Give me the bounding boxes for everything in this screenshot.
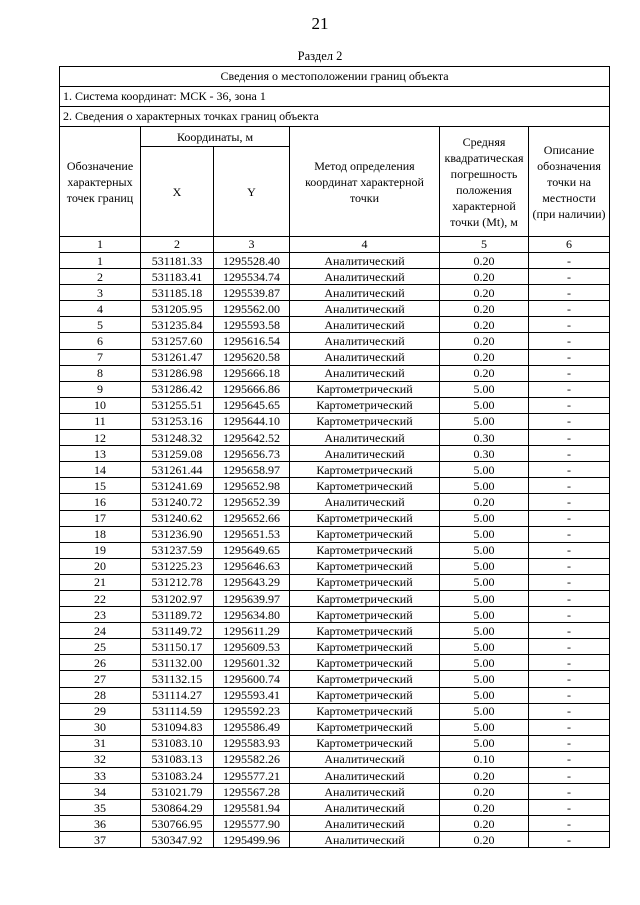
method-cell: Аналитический [290, 317, 440, 333]
table-row [60, 607, 610, 623]
x-coordinate-cell: 531261.47 [141, 349, 214, 365]
x-coordinate-cell: 531181.33 [141, 253, 214, 269]
x-coordinate-cell: 531150.17 [141, 639, 214, 655]
description-cell: - [529, 430, 610, 446]
table-row [60, 687, 610, 703]
y-coordinate-cell: 1295601.32 [214, 655, 290, 671]
method-cell: Картометрический [290, 719, 440, 735]
description-cell: - [529, 784, 610, 800]
y-coordinate-cell: 1295577.21 [214, 768, 290, 784]
method-cell: Аналитический [290, 751, 440, 767]
x-coordinate-cell: 531236.90 [141, 526, 214, 542]
error-cell: 5.00 [440, 655, 529, 671]
point-number-cell: 6 [60, 333, 141, 349]
table-row [60, 526, 610, 542]
x-coordinate-cell: 531132.15 [141, 671, 214, 687]
error-cell: 5.00 [440, 413, 529, 429]
x-coordinate-cell: 531083.10 [141, 735, 214, 751]
x-coordinate-cell: 531132.00 [141, 655, 214, 671]
description-cell: - [529, 349, 610, 365]
error-cell: 0.30 [440, 430, 529, 446]
point-number-cell: 21 [60, 574, 141, 590]
x-coordinate-cell: 531205.95 [141, 301, 214, 317]
x-coordinate-cell: 531114.27 [141, 687, 214, 703]
table-row [60, 832, 610, 848]
point-number-cell: 26 [60, 655, 141, 671]
y-coordinate-cell: 1295577.90 [214, 816, 290, 832]
y-coordinate-cell: 1295534.74 [214, 269, 290, 285]
y-coordinate-cell: 1295609.53 [214, 639, 290, 655]
y-coordinate-cell: 1295666.86 [214, 381, 290, 397]
method-cell: Картометрический [290, 703, 440, 719]
method-cell: Картометрический [290, 542, 440, 558]
description-cell: - [529, 542, 610, 558]
x-coordinate-cell: 531185.18 [141, 285, 214, 301]
error-cell: 5.00 [440, 462, 529, 478]
error-cell: 5.00 [440, 671, 529, 687]
y-coordinate-cell: 1295651.53 [214, 526, 290, 542]
error-cell: 5.00 [440, 719, 529, 735]
point-number-cell: 32 [60, 751, 141, 767]
point-number-cell: 11 [60, 413, 141, 429]
error-cell: 5.00 [440, 478, 529, 494]
y-coordinate-cell: 1295645.65 [214, 397, 290, 413]
method-cell: Картометрический [290, 607, 440, 623]
description-cell: - [529, 413, 610, 429]
description-cell: - [529, 494, 610, 510]
table-row [60, 558, 610, 574]
error-cell: 5.00 [440, 639, 529, 655]
y-coordinate-cell: 1295593.41 [214, 687, 290, 703]
header-y: Y [214, 147, 290, 237]
description-cell: - [529, 462, 610, 478]
description-cell: - [529, 590, 610, 606]
x-coordinate-cell: 531240.72 [141, 494, 214, 510]
x-coordinate-cell: 530347.92 [141, 832, 214, 848]
error-cell: 5.00 [440, 510, 529, 526]
error-cell: 0.20 [440, 317, 529, 333]
point-number-cell: 15 [60, 478, 141, 494]
description-cell: - [529, 285, 610, 301]
y-coordinate-cell: 1295652.39 [214, 494, 290, 510]
column-number: 4 [290, 237, 440, 253]
x-coordinate-cell: 531021.79 [141, 784, 214, 800]
table-row [60, 285, 610, 301]
x-coordinate-cell: 531094.83 [141, 719, 214, 735]
point-number-cell: 13 [60, 446, 141, 462]
method-cell: Аналитический [290, 446, 440, 462]
error-cell: 5.00 [440, 397, 529, 413]
method-cell: Аналитический [290, 816, 440, 832]
error-cell: 0.10 [440, 751, 529, 767]
page-number: 21 [311, 14, 329, 33]
point-number-cell: 36 [60, 816, 141, 832]
x-coordinate-cell: 531261.44 [141, 462, 214, 478]
x-coordinate-cell: 531083.24 [141, 768, 214, 784]
method-cell: Картометрический [290, 639, 440, 655]
point-number-cell: 22 [60, 590, 141, 606]
point-number-cell: 34 [60, 784, 141, 800]
x-coordinate-cell: 531202.97 [141, 590, 214, 606]
table-row [60, 800, 610, 816]
method-cell: Картометрический [290, 687, 440, 703]
method-cell: Картометрический [290, 462, 440, 478]
error-cell: 0.30 [440, 446, 529, 462]
description-cell: - [529, 269, 610, 285]
y-coordinate-cell: 1295634.80 [214, 607, 290, 623]
point-number-cell: 1 [60, 253, 141, 269]
description-cell: - [529, 768, 610, 784]
description-cell: - [529, 703, 610, 719]
error-cell: 0.20 [440, 832, 529, 848]
x-coordinate-cell: 530864.29 [141, 800, 214, 816]
method-cell: Аналитический [290, 365, 440, 381]
y-coordinate-cell: 1295652.66 [214, 510, 290, 526]
error-cell: 0.20 [440, 301, 529, 317]
point-number-cell: 35 [60, 800, 141, 816]
table-row [60, 397, 610, 413]
table-row [60, 784, 610, 800]
x-coordinate-cell: 531237.59 [141, 542, 214, 558]
method-cell: Картометрический [290, 558, 440, 574]
table-row [60, 542, 610, 558]
point-number-cell: 16 [60, 494, 141, 510]
error-cell: 5.00 [440, 703, 529, 719]
table-row [60, 671, 610, 687]
error-cell: 5.00 [440, 687, 529, 703]
error-cell: 0.20 [440, 784, 529, 800]
y-coordinate-cell: 1295539.87 [214, 285, 290, 301]
column-number: 2 [141, 237, 214, 253]
table-row [60, 574, 610, 590]
description-cell: - [529, 655, 610, 671]
description-cell: - [529, 317, 610, 333]
x-coordinate-cell: 531248.32 [141, 430, 214, 446]
description-cell: - [529, 607, 610, 623]
method-cell: Картометрический [290, 671, 440, 687]
error-cell: 0.20 [440, 253, 529, 269]
x-coordinate-cell: 531241.69 [141, 478, 214, 494]
point-number-cell: 4 [60, 301, 141, 317]
point-number-cell: 29 [60, 703, 141, 719]
y-coordinate-cell: 1295656.73 [214, 446, 290, 462]
method-cell: Аналитический [290, 784, 440, 800]
table-body [60, 253, 610, 848]
table-row [60, 317, 610, 333]
y-coordinate-cell: 1295499.96 [214, 832, 290, 848]
description-cell: - [529, 671, 610, 687]
table-row [60, 413, 610, 429]
method-cell: Аналитический [290, 832, 440, 848]
y-coordinate-cell: 1295616.54 [214, 333, 290, 349]
table-row [60, 365, 610, 381]
x-coordinate-cell: 531255.51 [141, 397, 214, 413]
description-cell: - [529, 365, 610, 381]
point-number-cell: 28 [60, 687, 141, 703]
table-row [60, 301, 610, 317]
error-cell: 0.20 [440, 365, 529, 381]
description-cell: - [529, 735, 610, 751]
table-row [60, 768, 610, 784]
error-cell: 5.00 [440, 623, 529, 639]
y-coordinate-cell: 1295658.97 [214, 462, 290, 478]
error-cell: 0.20 [440, 333, 529, 349]
method-cell: Картометрический [290, 590, 440, 606]
x-coordinate-cell: 531183.41 [141, 269, 214, 285]
y-coordinate-cell: 1295649.65 [214, 542, 290, 558]
point-number-cell: 14 [60, 462, 141, 478]
table-row [60, 590, 610, 606]
header-x: X [141, 147, 214, 237]
point-number-cell: 2 [60, 269, 141, 285]
method-cell: Аналитический [290, 349, 440, 365]
error-cell: 5.00 [440, 542, 529, 558]
error-cell: 5.00 [440, 381, 529, 397]
error-cell: 0.20 [440, 349, 529, 365]
method-cell: Картометрический [290, 735, 440, 751]
y-coordinate-cell: 1295592.23 [214, 703, 290, 719]
error-cell: 5.00 [440, 590, 529, 606]
table-row [60, 253, 610, 269]
description-cell: - [529, 526, 610, 542]
point-number-cell: 37 [60, 832, 141, 848]
header-method: Метод определения координат характерной точки [290, 127, 440, 237]
error-cell: 5.00 [440, 558, 529, 574]
points-title-row: 2. Сведения о характерных точках границ объекта [60, 107, 610, 127]
point-number-cell: 9 [60, 381, 141, 397]
point-number-cell: 30 [60, 719, 141, 735]
y-coordinate-cell: 1295642.52 [214, 430, 290, 446]
y-coordinate-cell: 1295666.18 [214, 365, 290, 381]
x-coordinate-cell: 531257.60 [141, 333, 214, 349]
table-row [60, 349, 610, 365]
method-cell: Аналитический [290, 430, 440, 446]
header-designation: Обозначение характерных точек границ [60, 127, 141, 237]
description-cell: - [529, 751, 610, 767]
x-coordinate-cell: 531114.59 [141, 703, 214, 719]
x-coordinate-cell: 531240.62 [141, 510, 214, 526]
error-cell: 5.00 [440, 526, 529, 542]
header-description: Описание обозначения точки на местности (при наличии) [529, 127, 610, 237]
error-cell: 5.00 [440, 574, 529, 590]
y-coordinate-cell: 1295644.10 [214, 413, 290, 429]
description-cell: - [529, 478, 610, 494]
table-row [60, 735, 610, 751]
y-coordinate-cell: 1295600.74 [214, 671, 290, 687]
description-cell: - [529, 333, 610, 349]
error-cell: 0.20 [440, 285, 529, 301]
error-cell: 0.20 [440, 816, 529, 832]
table-row [60, 703, 610, 719]
description-cell: - [529, 381, 610, 397]
x-coordinate-cell: 531212.78 [141, 574, 214, 590]
y-coordinate-cell: 1295652.98 [214, 478, 290, 494]
description-cell: - [529, 719, 610, 735]
method-cell: Аналитический [290, 768, 440, 784]
x-coordinate-cell: 531286.42 [141, 381, 214, 397]
error-cell: 0.20 [440, 768, 529, 784]
y-coordinate-cell: 1295593.58 [214, 317, 290, 333]
error-cell: 0.20 [440, 800, 529, 816]
table-row [60, 623, 610, 639]
table-row [60, 816, 610, 832]
point-number-cell: 12 [60, 430, 141, 446]
point-number-cell: 10 [60, 397, 141, 413]
error-cell: 0.20 [440, 494, 529, 510]
method-cell: Картометрический [290, 574, 440, 590]
y-coordinate-cell: 1295567.28 [214, 784, 290, 800]
y-coordinate-cell: 1295562.00 [214, 301, 290, 317]
table-row [60, 269, 610, 285]
description-cell: - [529, 397, 610, 413]
x-coordinate-cell: 531286.98 [141, 365, 214, 381]
description-cell: - [529, 639, 610, 655]
description-cell: - [529, 574, 610, 590]
x-coordinate-cell: 531235.84 [141, 317, 214, 333]
method-cell: Аналитический [290, 285, 440, 301]
y-coordinate-cell: 1295581.94 [214, 800, 290, 816]
table-row [60, 333, 610, 349]
x-coordinate-cell: 531225.23 [141, 558, 214, 574]
y-coordinate-cell: 1295586.49 [214, 719, 290, 735]
description-cell: - [529, 558, 610, 574]
method-cell: Картометрический [290, 526, 440, 542]
point-number-cell: 31 [60, 735, 141, 751]
y-coordinate-cell: 1295528.40 [214, 253, 290, 269]
point-number-cell: 8 [60, 365, 141, 381]
column-number: 3 [214, 237, 290, 253]
y-coordinate-cell: 1295646.63 [214, 558, 290, 574]
point-number-cell: 18 [60, 526, 141, 542]
point-number-cell: 25 [60, 639, 141, 655]
point-number-cell: 20 [60, 558, 141, 574]
method-cell: Картометрический [290, 655, 440, 671]
y-coordinate-cell: 1295620.58 [214, 349, 290, 365]
x-coordinate-cell: 531189.72 [141, 607, 214, 623]
description-cell: - [529, 687, 610, 703]
method-cell: Картометрический [290, 623, 440, 639]
table-row [60, 381, 610, 397]
point-number-cell: 7 [60, 349, 141, 365]
point-number-cell: 27 [60, 671, 141, 687]
point-number-cell: 23 [60, 607, 141, 623]
table-row [60, 639, 610, 655]
method-cell: Аналитический [290, 301, 440, 317]
x-coordinate-cell: 531259.08 [141, 446, 214, 462]
header-coordinates: Координаты, м [141, 127, 290, 147]
description-cell: - [529, 446, 610, 462]
table-row [60, 719, 610, 735]
x-coordinate-cell: 531083.13 [141, 751, 214, 767]
error-cell: 0.20 [440, 269, 529, 285]
method-cell: Аналитический [290, 494, 440, 510]
column-number: 6 [529, 237, 610, 253]
table-title: Сведения о местоположении границ объекта [60, 67, 610, 87]
table-row [60, 494, 610, 510]
method-cell: Картометрический [290, 413, 440, 429]
description-cell: - [529, 832, 610, 848]
method-cell: Картометрический [290, 381, 440, 397]
x-coordinate-cell: 530766.95 [141, 816, 214, 832]
column-number: 1 [60, 237, 141, 253]
point-number-cell: 19 [60, 542, 141, 558]
x-coordinate-cell: 531253.16 [141, 413, 214, 429]
error-cell: 5.00 [440, 735, 529, 751]
table-row [60, 655, 610, 671]
coord-system-row: 1. Система координат: МСК - 36, зона 1 [60, 87, 610, 107]
method-cell: Аналитический [290, 333, 440, 349]
table-row [60, 478, 610, 494]
method-cell: Картометрический [290, 510, 440, 526]
y-coordinate-cell: 1295611.29 [214, 623, 290, 639]
description-cell: - [529, 800, 610, 816]
table-row [60, 430, 610, 446]
description-cell: - [529, 301, 610, 317]
y-coordinate-cell: 1295643.29 [214, 574, 290, 590]
section-title: Раздел 2 [297, 49, 343, 63]
description-cell: - [529, 623, 610, 639]
header-error: Средняя квадратическая погрешность положения характерной точки (Mt), м [440, 127, 529, 237]
table-row [60, 510, 610, 526]
table-row [60, 462, 610, 478]
description-cell: - [529, 253, 610, 269]
point-number-cell: 33 [60, 768, 141, 784]
point-number-cell: 17 [60, 510, 141, 526]
method-cell: Картометрический [290, 478, 440, 494]
y-coordinate-cell: 1295583.93 [214, 735, 290, 751]
x-coordinate-cell: 531149.72 [141, 623, 214, 639]
description-cell: - [529, 816, 610, 832]
point-number-cell: 3 [60, 285, 141, 301]
description-cell: - [529, 510, 610, 526]
y-coordinate-cell: 1295639.97 [214, 590, 290, 606]
table-row [60, 751, 610, 767]
method-cell: Аналитический [290, 253, 440, 269]
y-coordinate-cell: 1295582.26 [214, 751, 290, 767]
method-cell: Картометрический [290, 397, 440, 413]
boundary-points-table [59, 66, 610, 848]
method-cell: Аналитический [290, 269, 440, 285]
table-row [60, 446, 610, 462]
method-cell: Аналитический [290, 800, 440, 816]
point-number-cell: 24 [60, 623, 141, 639]
error-cell: 5.00 [440, 607, 529, 623]
column-number: 5 [440, 237, 529, 253]
point-number-cell: 5 [60, 317, 141, 333]
